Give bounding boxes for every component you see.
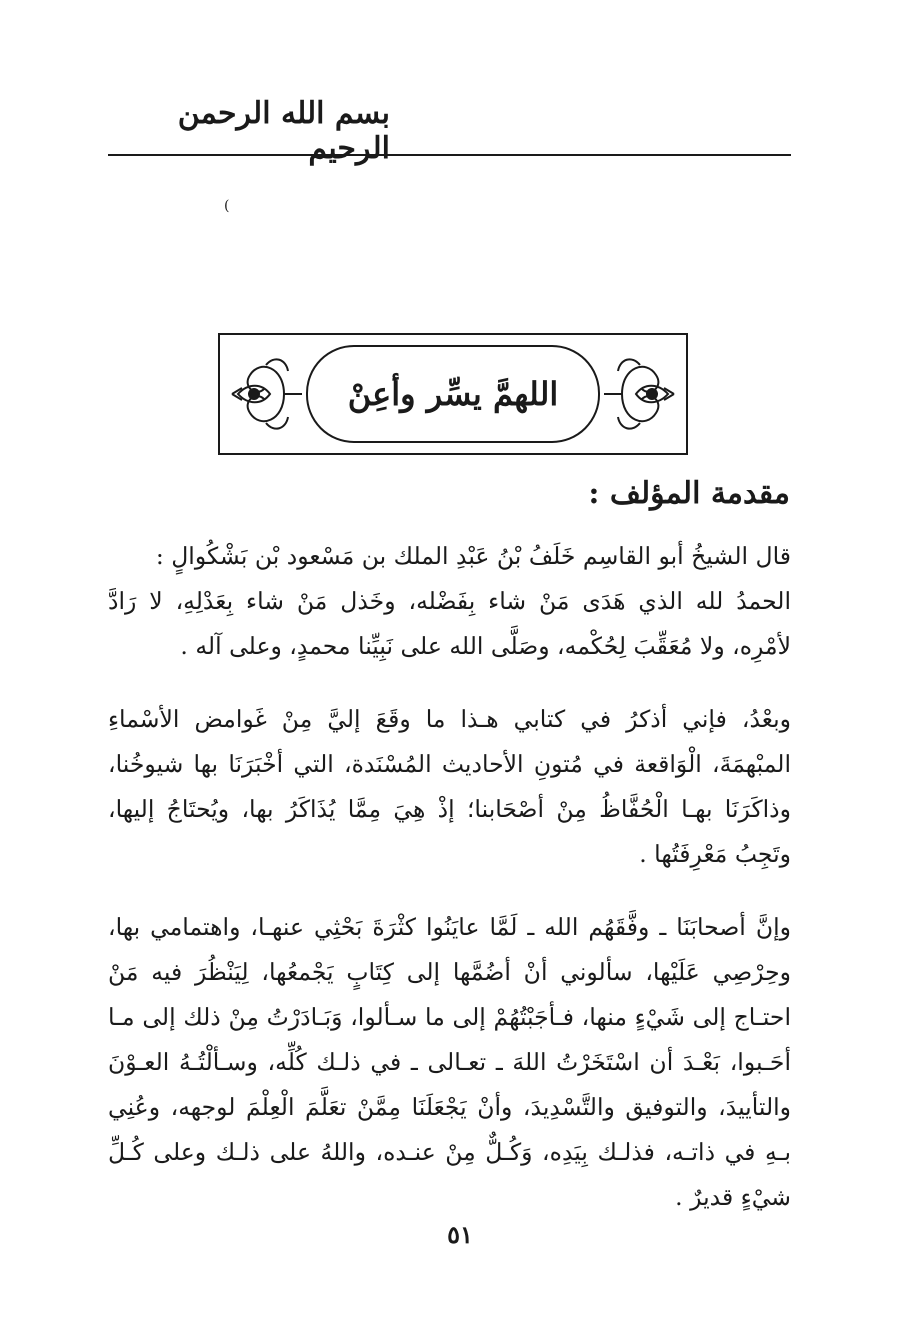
body-text bbox=[108, 534, 791, 1220]
floral-arabesque-icon bbox=[226, 345, 304, 443]
title-cartouche bbox=[218, 333, 688, 455]
page-number: ٥١ bbox=[447, 1220, 473, 1249]
floral-arabesque-icon bbox=[602, 345, 680, 443]
header-rule bbox=[108, 154, 791, 156]
paragraph-praise: الحمدُ لله الذي هَدَى مَنْ شاء بِفَضْله، وخَذل مَنْ شاء بِعَدْلِهِ، لا رَادَّ لأمْرِه، ولا مُعَقِّبَ لِحُكْمه، وصَلَّى الله على نَبِيِّنا محمدٍ، وعلى آله . bbox=[108, 587, 791, 660]
paragraph-purpose: وبعْدُ، فإني أذكرُ في كتابي هـذا ما وقَعَ إليَّ مِنْ غَوامض الأسْماءِ المبْهمَةَ، الْوَاقعة في مُتونِ الأحاديث المُسْنَدة، التي أخْبَرَنَا بها شيوخُنا، وذاكَرَنَا بهـا الْحُفَّاظُ مِنْ أصْحَابنا؛ إذْ هِيَ مِمَّا يُذَاكَرُ بها، ويُحتَاجُ إليها، وتَجِبُ مَعْرِفَتُها . bbox=[108, 705, 791, 868]
paragraph-request: وإنَّ أصحابَنَا ـ وفَّقَهُم الله ـ لَمَّا عايَنُوا كثْرَةَ بَحْثِي عنهـا، واهتمامي بها، وحِرْصِي عَلَيْها، سألوني أنْ أضُمَّها إلى كِتَابٍ يَجْمعُها، لِيَنْظُرَ فيه مَنْ احتـاج إلى شَيْءٍ منها، فـأجَبْتُهُمْ إلى ما سـألوا، وَبَـادَرْتُ مِنْ ذلك إلى مـا أحَـبوا، بَعْـدَ أن اسْتَخَرْتُ اللهَ ـ تعـالى ـ في ذلـك كُلِّه، وسـألْتُـهُ العـوْنَ والتأييدَ، والتوفيق والتَّسْدِيدَ، وأنْ يَجْعَلَنَا مِمَّنْ تعَلَّمَ الْعِلْمَ لوجهه، وعُنِي بـهِ في ذاتـه، فذلـك بِيَدِه، وَكُـلٌّ مِنْ عنـده، واللهُ على ذلـك وعلى كُـلِّ شيْءٍ قديرٌ . bbox=[108, 913, 791, 1211]
running-head-basmala: بسم الله الرحمن الرحيم bbox=[177, 96, 390, 166]
section-title: مقدمة المؤلف : bbox=[588, 476, 790, 511]
paragraph-attribution: قال الشيخُ أبو القاسِم خَلَفُ بْنُ عَبْدِ الملك بن مَسْعود بْن بَشْكُوالٍ : bbox=[155, 542, 791, 570]
stray-mark: ( bbox=[224, 198, 230, 214]
cartouche-inner-frame bbox=[306, 345, 600, 443]
invocation-text: اللهمَّ يسِّر وأعِنْ bbox=[347, 375, 559, 413]
